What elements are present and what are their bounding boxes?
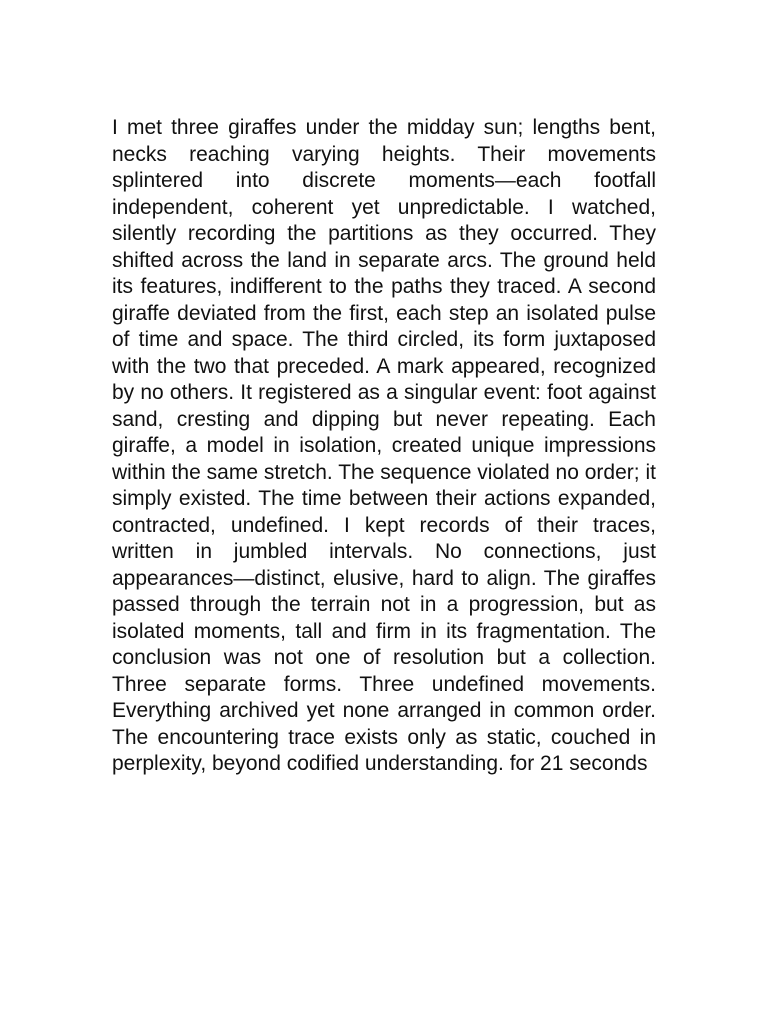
body-paragraph: I met three giraffes under the midday sun; lengths bent, necks reaching varying heights. Their movements splintered into discrete moments—each footfall independent, coherent yet unpredictable. I watched, silently recording the partitions as they occurred. They shifted across the land in separate arcs. The ground held its features, indifferent to the paths they traced. A second giraffe deviated from the first, each step an isolated pulse of time and space. The third circled, its form juxtaposed with the two that preceded. A mark appeared, recognized by no others. It registered as a singular event: foot against sand, cresting and dipping but never repeating. Each giraffe, a model in isolation, created unique impressions within the same stretch. The sequence violated no order; it simply existed. The time between their actions expanded, contracted, undefined. I kept records of their traces, written in jumbled intervals. No connections, just appearances—distinct, elusive, hard to align. The giraffes passed through the terrain not in a progression, but as isolated moments, tall and firm in its fragmentation. The conclusion was not one of resolution but a collection. Three separate forms. Three undefined movements. Everything archived yet none arranged in common order. The encountering trace exists only as static, couched in perplexity, beyond codified understanding. for 21 seconds bbox=[112, 116, 656, 775]
